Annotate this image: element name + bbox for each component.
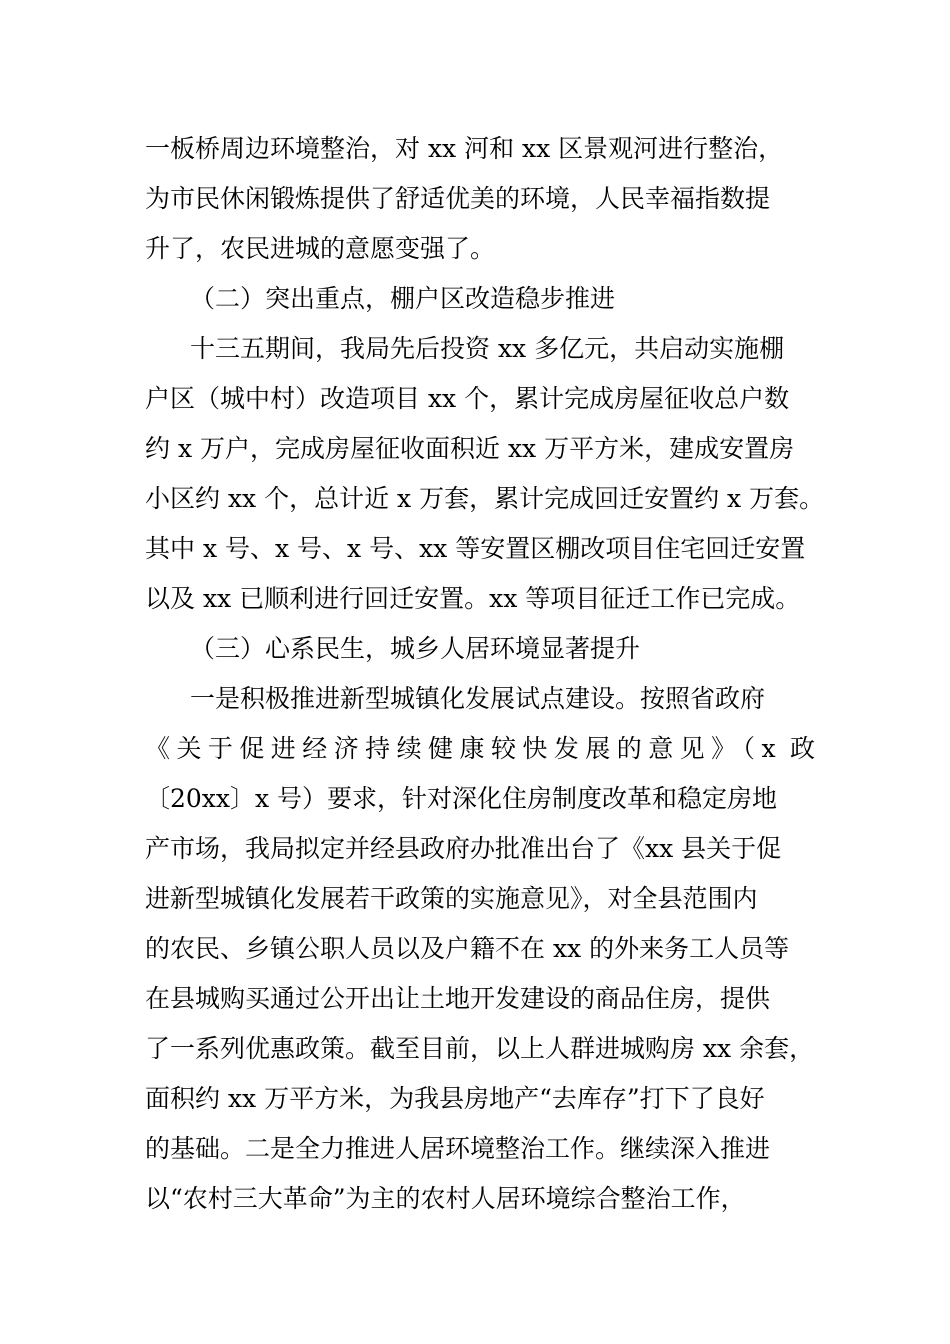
text-line: 约 x 万户，完成房屋征收面积近 xx 万平方米，建成安置房	[145, 434, 795, 463]
text-line: 产市场，我局拟定并经县政府办批准出台了《xx 县关于促	[145, 834, 782, 863]
text-line: 面积约 xx 万平方米，为我县房地产“去库存”打下了良好	[145, 1084, 765, 1113]
text-line: 一是积极推进新型城镇化发展试点建设。按照省政府	[190, 684, 766, 713]
text-line: 的基础。二是全力推进人居环境整治工作。继续深入推进	[145, 1134, 771, 1163]
text-line: 户区（城中村）改造项目 xx 个，累计完成房屋征收总户数	[145, 384, 790, 413]
text-line: 升了，农民进城的意愿变强了。	[145, 234, 496, 263]
text-line: 进新型城镇化发展若干政策的实施意见》，对全县范围内	[145, 884, 758, 913]
text-line: 的农民、乡镇公职人员以及户籍不在 xx 的外来务工人员等	[145, 934, 790, 963]
text-line: 以及 xx 已顺利进行回迁安置。xx 等项目征迁工作已完成。	[145, 584, 801, 613]
text-line: 一板桥周边环境整治，对 xx 河和 xx 区景观河进行整治，	[145, 134, 784, 163]
text-line: 了一系列优惠政策。截至目前，以上人群进城购房 xx 余套，	[145, 1034, 815, 1063]
text-line: 以“农村三大革命”为主的农村人居环境综合整治工作，	[145, 1184, 746, 1213]
text-line: 十三五期间，我局先后投资 xx 多亿元，共启动实施棚	[190, 334, 785, 363]
text-line: 〔20xx〕x 号）要求，针对深化住房制度改革和稳定房地	[145, 784, 778, 813]
text-line: 为市民休闲锻炼提供了舒适优美的环境，人民幸福指数提	[145, 184, 771, 213]
text-line: 其中 x 号、x 号、x 号、xx 等安置区棚改项目住宅回迁安置	[145, 534, 806, 563]
text-line: 在县城购买通过公开出让土地开发建设的商品住房，提供	[145, 984, 771, 1013]
section-heading: （二）突出重点，棚户区改造稳步推进	[190, 284, 616, 313]
text-line: 《关于促进经济持续健康较快发展的意见》（x 政	[145, 734, 815, 763]
text-line: 小区约 xx 个，总计近 x 万套，累计完成回迁安置约 x 万套。	[145, 484, 825, 513]
section-heading: （三）心系民生，城乡人居环境显著提升	[190, 634, 641, 663]
